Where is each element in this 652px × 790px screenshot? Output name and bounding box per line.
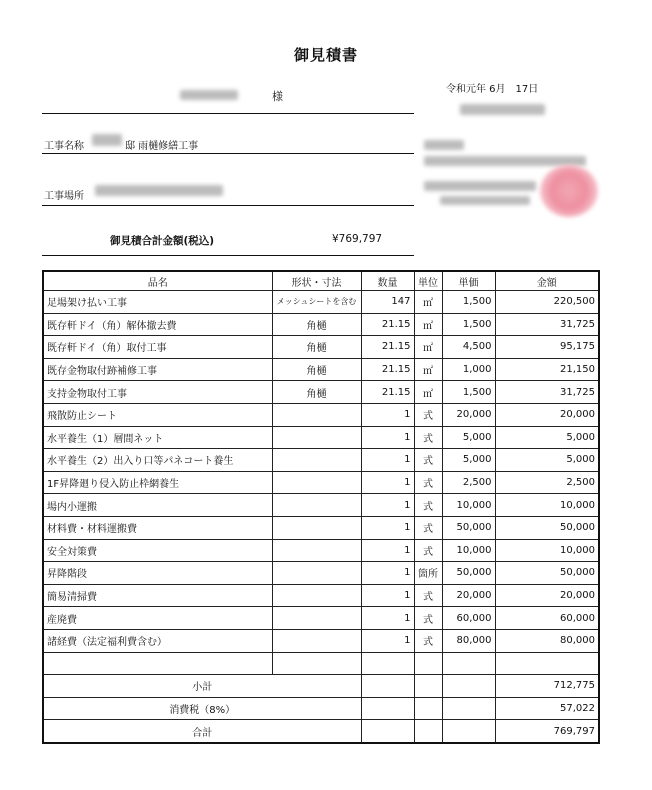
grand-total-label: 合計 [43, 720, 361, 743]
cell-unit: 式 [414, 494, 442, 517]
customer-name-redacted [180, 90, 238, 100]
company-name-redacted [460, 104, 545, 115]
cell-price: 20,000 [442, 403, 495, 426]
total-label: 御見積合計金額(税込) [110, 235, 215, 247]
cell-amount: 5,000 [495, 426, 599, 449]
cell-qty: 1 [361, 471, 414, 494]
cell-name: 簡易清掃費 [43, 584, 272, 607]
cell-qty: 1 [361, 629, 414, 652]
project-name-underline [42, 153, 414, 154]
table-row [43, 381, 599, 404]
cell-name: 水平養生（2）出入り口等パネコート養生 [43, 449, 272, 472]
table-row [43, 471, 599, 494]
table-row [43, 426, 599, 449]
cell-spec [272, 471, 361, 494]
table-row [43, 358, 599, 381]
cell-spec: 角樋 [272, 336, 361, 359]
cell-price [442, 652, 495, 675]
project-name-label: 工事名称 [44, 141, 84, 152]
cell-amount: 20,000 [495, 403, 599, 426]
subtotal-amount: 712,775 [495, 675, 599, 698]
header-amount: 金額 [495, 271, 599, 291]
cell-unit: 式 [414, 539, 442, 562]
table-row [43, 539, 599, 562]
cell-name: 諸経費（法定福利費含む） [43, 629, 272, 652]
cell-price: 50,000 [442, 562, 495, 585]
cell-price: 10,000 [442, 539, 495, 562]
cell-unit: ㎡ [414, 358, 442, 381]
cell-amount: 80,000 [495, 629, 599, 652]
subtotal-label: 小計 [43, 675, 361, 698]
cell-unit: 式 [414, 426, 442, 449]
table-row [43, 584, 599, 607]
cell-qty: 21.15 [361, 336, 414, 359]
grand-total-amount: 769,797 [495, 720, 599, 743]
table-row [43, 652, 599, 675]
cell-amount: 20,000 [495, 584, 599, 607]
cell-name: 既存軒ドイ（角）解体撤去費 [43, 313, 272, 336]
client-name-redacted [92, 134, 122, 146]
cell-amount: 60,000 [495, 607, 599, 630]
cell-qty: 147 [361, 291, 414, 314]
cell-price: 10,000 [442, 494, 495, 517]
cell-spec: メッシュシートを含む [272, 291, 361, 314]
table-row [43, 607, 599, 630]
table-row [43, 516, 599, 539]
cell-price: 1,000 [442, 358, 495, 381]
estimate-date: 令和元年 6月 17日 [446, 84, 539, 95]
cell-qty: 1 [361, 562, 414, 585]
table-row [43, 403, 599, 426]
cell-amount: 10,000 [495, 539, 599, 562]
cell-unit: ㎡ [414, 291, 442, 314]
cell-spec [272, 629, 361, 652]
site-address-redacted [95, 185, 223, 196]
table-header-row [43, 271, 599, 291]
header-quantity: 数量 [361, 271, 414, 291]
cell-amount: 10,000 [495, 494, 599, 517]
table-row [43, 291, 599, 314]
header-unit: 単位 [414, 271, 442, 291]
total-underline [42, 255, 414, 256]
cell-spec: 角樋 [272, 381, 361, 404]
cell-spec: 角樋 [272, 313, 361, 336]
cell-name [43, 652, 272, 675]
cell-spec [272, 403, 361, 426]
cell-name: 水平養生（1）層間ネット [43, 426, 272, 449]
cell-name: 既存金物取付跡補修工事 [43, 358, 272, 381]
cell-unit: 式 [414, 449, 442, 472]
cell-spec [272, 584, 361, 607]
cell-qty: 1 [361, 516, 414, 539]
table-row [43, 562, 599, 585]
cell-unit: 式 [414, 471, 442, 494]
cell-unit: 式 [414, 516, 442, 539]
cell-qty: 21.15 [361, 381, 414, 404]
project-site-label: 工事場所 [44, 191, 84, 202]
document-title: 御見積書 [293, 46, 358, 64]
cell-price: 1,500 [442, 313, 495, 336]
tax-row [43, 697, 599, 720]
table-row [43, 336, 599, 359]
company-info-redacted-4 [440, 196, 530, 205]
cell-unit: 式 [414, 403, 442, 426]
company-info-redacted-3 [424, 181, 536, 191]
cell-price: 4,500 [442, 336, 495, 359]
cell-amount: 95,175 [495, 336, 599, 359]
cell-spec [272, 494, 361, 517]
total-value: ¥769,797 [332, 233, 383, 245]
cell-name: 足場架け払い工事 [43, 291, 272, 314]
cell-price: 5,000 [442, 449, 495, 472]
cell-amount: 21,150 [495, 358, 599, 381]
cell-unit: 箇所 [414, 562, 442, 585]
cell-qty: 1 [361, 494, 414, 517]
cell-qty [361, 652, 414, 675]
cell-amount: 50,000 [495, 562, 599, 585]
table-row [43, 494, 599, 517]
cell-price: 5,000 [442, 426, 495, 449]
project-site-underline [42, 205, 414, 206]
cell-unit: ㎡ [414, 313, 442, 336]
cell-name: 場内小運搬 [43, 494, 272, 517]
cell-spec [272, 426, 361, 449]
table-row [43, 629, 599, 652]
cell-amount [495, 652, 599, 675]
cell-spec [272, 516, 361, 539]
company-info-redacted-1 [424, 140, 464, 150]
cell-qty: 1 [361, 584, 414, 607]
customer-underline [42, 113, 414, 114]
cell-unit: ㎡ [414, 336, 442, 359]
cell-price: 80,000 [442, 629, 495, 652]
cell-spec [272, 539, 361, 562]
cell-qty: 1 [361, 607, 414, 630]
subtotal-row [43, 675, 599, 698]
cell-price: 60,000 [442, 607, 495, 630]
cell-unit: ㎡ [414, 381, 442, 404]
cell-qty: 1 [361, 403, 414, 426]
cell-name: 飛散防止シート [43, 403, 272, 426]
cell-qty: 1 [361, 426, 414, 449]
cell-price: 2,500 [442, 471, 495, 494]
header-unit-price: 単価 [442, 271, 495, 291]
company-seal-stamp [540, 165, 598, 217]
cell-spec [272, 652, 361, 675]
cell-price: 1,500 [442, 381, 495, 404]
header-item-name: 品名 [43, 271, 272, 291]
project-name-suffix: 邸 雨樋修繕工事 [125, 141, 199, 152]
cell-unit: 式 [414, 629, 442, 652]
cell-unit: 式 [414, 584, 442, 607]
cell-name: 材料費・材料運搬費 [43, 516, 272, 539]
tax-label: 消費税（8%） [43, 697, 361, 720]
cell-amount: 5,000 [495, 449, 599, 472]
cell-spec [272, 607, 361, 630]
table-row [43, 449, 599, 472]
cell-name: 既存軒ドイ（角）取付工事 [43, 336, 272, 359]
cell-qty: 1 [361, 449, 414, 472]
cell-name: 1F昇降廻り侵入防止枠網養生 [43, 471, 272, 494]
cell-spec [272, 562, 361, 585]
grand-total-row [43, 720, 599, 743]
table-row [43, 313, 599, 336]
cell-price: 20,000 [442, 584, 495, 607]
cell-name: 昇降階段 [43, 562, 272, 585]
cell-qty: 21.15 [361, 313, 414, 336]
cell-name: 産廃費 [43, 607, 272, 630]
cell-price: 1,500 [442, 291, 495, 314]
cell-amount: 2,500 [495, 471, 599, 494]
cell-amount: 220,500 [495, 291, 599, 314]
cell-name: 支持金物取付工事 [43, 381, 272, 404]
cell-amount: 31,725 [495, 313, 599, 336]
cell-name: 安全対策費 [43, 539, 272, 562]
cell-amount: 50,000 [495, 516, 599, 539]
cell-qty: 21.15 [361, 358, 414, 381]
cell-price: 50,000 [442, 516, 495, 539]
company-info-redacted-2 [424, 156, 586, 166]
cell-spec: 角樋 [272, 358, 361, 381]
customer-suffix: 様 [272, 90, 283, 103]
cell-unit [414, 652, 442, 675]
tax-amount: 57,022 [495, 697, 599, 720]
cell-amount: 31,725 [495, 381, 599, 404]
cell-unit: 式 [414, 607, 442, 630]
cell-qty: 1 [361, 539, 414, 562]
header-spec: 形状・寸法 [272, 271, 361, 291]
cell-spec [272, 449, 361, 472]
estimate-table [42, 270, 600, 744]
